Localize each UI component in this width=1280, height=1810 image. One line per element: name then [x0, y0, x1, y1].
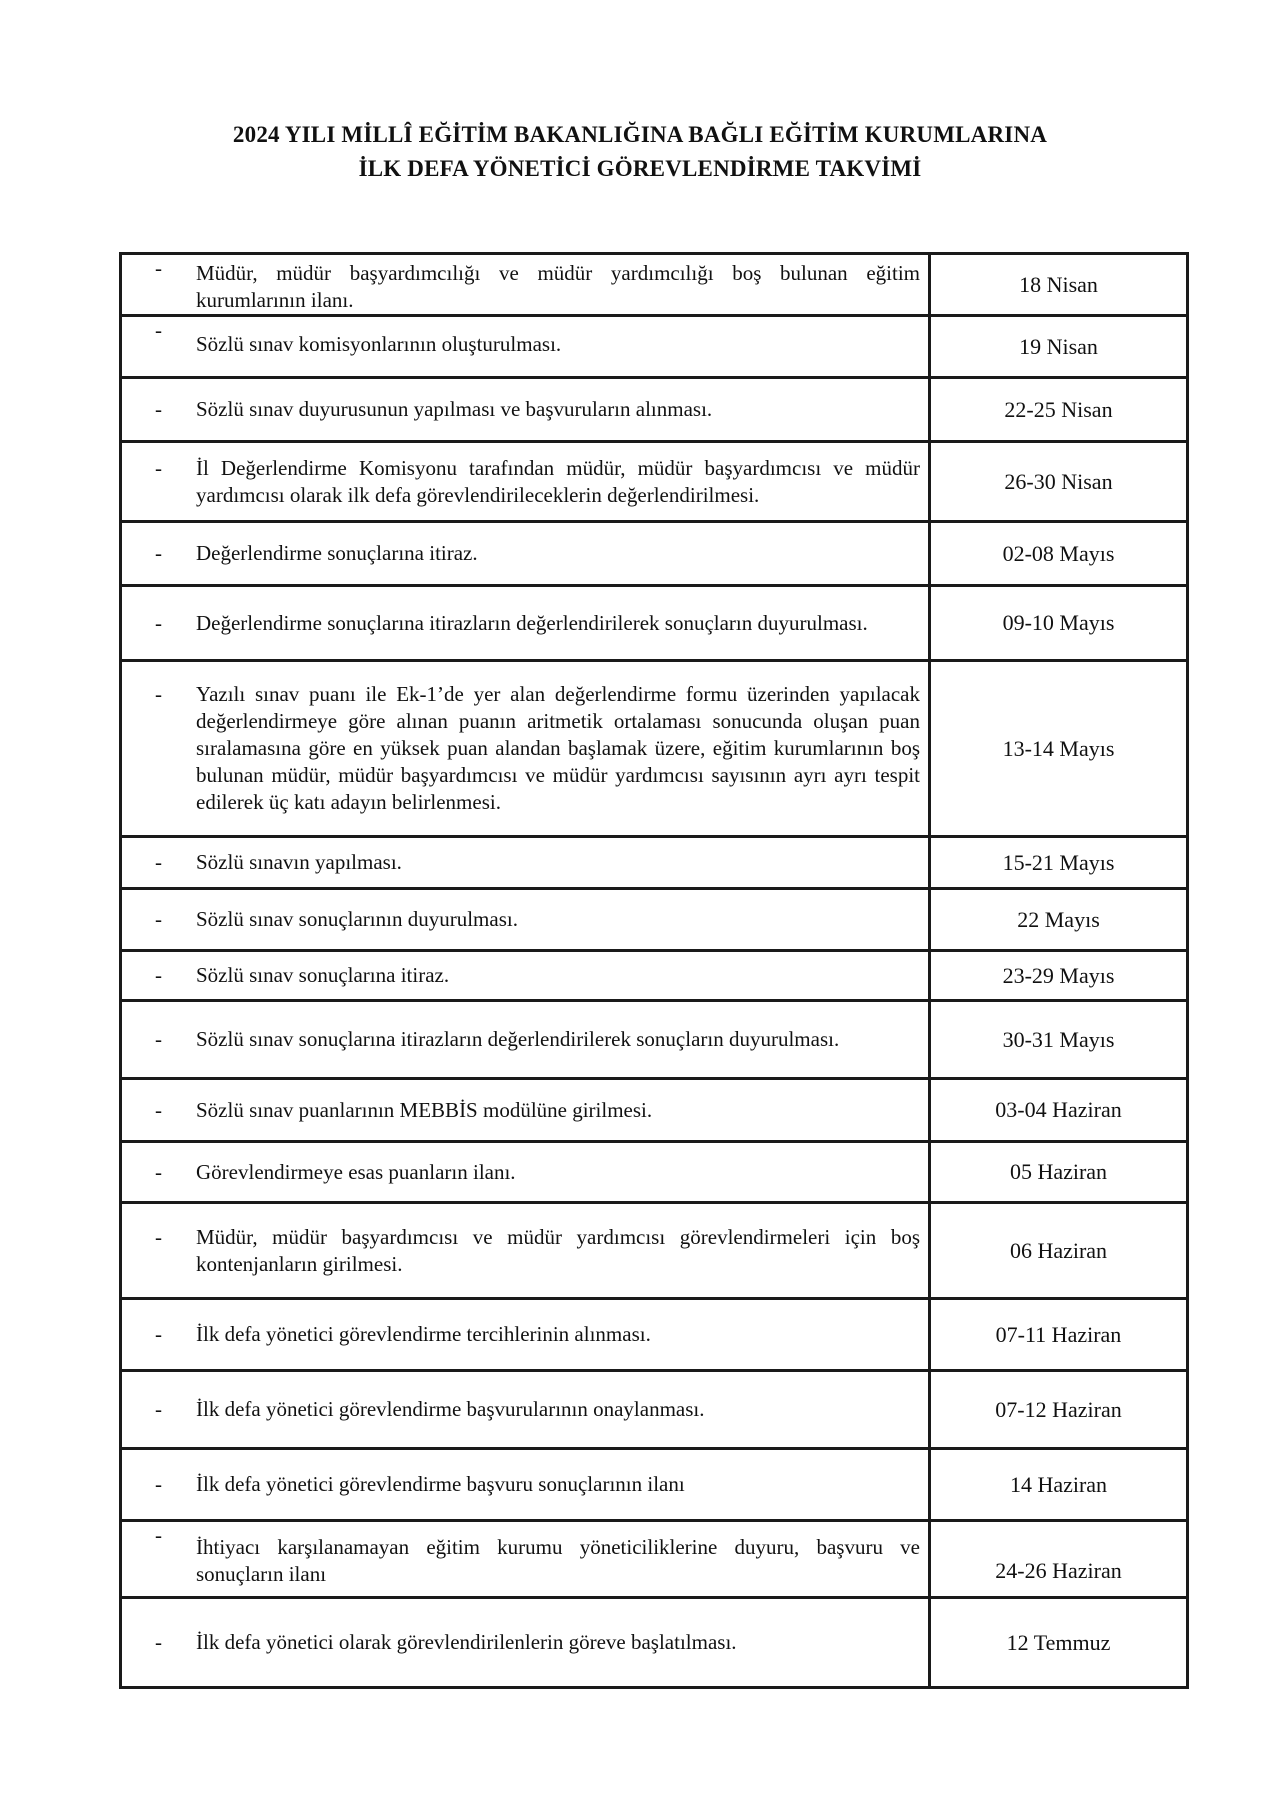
- row-date: 03-04 Haziran: [930, 1079, 1188, 1142]
- row-description-cell: [121, 1449, 930, 1521]
- row-date: 26-30 Nisan: [930, 442, 1188, 522]
- row-date: 06 Haziran: [930, 1203, 1188, 1299]
- row-date: 12 Temmuz: [930, 1598, 1188, 1688]
- row-description: Sözlü sınav sonuçlarının duyurulması.: [196, 907, 518, 931]
- table-row: [121, 442, 1188, 522]
- row-dash: -: [155, 610, 162, 635]
- row-dash: -: [155, 1397, 162, 1421]
- row-date: 18 Nisan: [930, 254, 1188, 316]
- table-row: [121, 378, 1188, 442]
- row-dash: -: [155, 1224, 162, 1249]
- row-description-cell: [121, 661, 930, 837]
- table-row: [121, 837, 1188, 889]
- row-date: 15-21 Mayıs: [930, 837, 1188, 889]
- table-row: [121, 1598, 1188, 1688]
- row-date: 23-29 Mayıs: [930, 951, 1188, 1001]
- row-dash: -: [155, 455, 162, 480]
- row-description: Sözlü sınav puanlarının MEBBİS modülüne girilmesi.: [196, 1097, 653, 1122]
- table-row: [121, 254, 1188, 316]
- row-dash: -: [155, 318, 162, 342]
- row-description-cell: [121, 1521, 930, 1598]
- table-row: [121, 661, 1188, 837]
- row-description-cell: [121, 316, 930, 378]
- row-description: İlk defa yönetici olarak görevlendirilenlerin göreve başlatılması.: [196, 1630, 737, 1654]
- row-description: Müdür, müdür başyardımcılığı ve müdür yardımcılığı boş bulunan eğitim kurumlarının ilanı.: [196, 261, 920, 312]
- table-row: [121, 1521, 1188, 1598]
- row-description-cell: [121, 1203, 930, 1299]
- row-dash: -: [155, 1097, 162, 1122]
- row-date: 30-31 Mayıs: [930, 1001, 1188, 1079]
- row-dash: -: [155, 1472, 162, 1496]
- row-description: Sözlü sınav sonuçlarına itiraz.: [196, 963, 450, 987]
- row-dash: -: [155, 1322, 162, 1346]
- row-description: Görevlendirmeye esas puanların ilanı.: [196, 1159, 516, 1184]
- table-row: [121, 1371, 1188, 1449]
- row-description-cell: [121, 1142, 930, 1203]
- row-dash: -: [155, 1159, 162, 1184]
- row-description-cell: [121, 1079, 930, 1142]
- row-description: İlk defa yönetici görevlendirme başvuru sonuçlarının ilanı: [196, 1472, 685, 1496]
- table-row: [121, 951, 1188, 1001]
- row-description-cell: [121, 951, 930, 1001]
- row-date: 07-12 Haziran: [930, 1371, 1188, 1449]
- table-row: [121, 889, 1188, 951]
- row-description-cell: [121, 586, 930, 661]
- row-dash: -: [155, 1630, 162, 1654]
- title-line-2: İLK DEFA YÖNETİCİ GÖREVLENDİRME TAKVİMİ: [358, 156, 922, 181]
- row-date: 24-26 Haziran: [930, 1521, 1188, 1598]
- row-description: İlk defa yönetici görevlendirme başvurularının onaylanması.: [196, 1397, 705, 1421]
- document-title: [0, 118, 1280, 186]
- row-date: 14 Haziran: [930, 1449, 1188, 1521]
- row-description-cell: [121, 254, 930, 316]
- row-date: 22 Mayıs: [930, 889, 1188, 951]
- row-description-cell: [121, 837, 930, 889]
- title-line-1: 2024 YILI MİLLÎ EĞİTİM BAKANLIĞINA BAĞLI EĞİTİM KURUMLARINA: [232, 122, 1048, 147]
- row-dash: -: [155, 907, 162, 931]
- row-description-cell: [121, 442, 930, 522]
- row-date: 02-08 Mayıs: [930, 522, 1188, 586]
- table-row: [121, 586, 1188, 661]
- row-description: Yazılı sınav puanı ile Ek-1’de yer alan değerlendirme formu üzerinden yapılacak değerlendirmeye göre alınan puanın aritmetik ortalaması sonucunda oluşan puan sıralamasına göre en yüksek puan alandan başlamak üzere, eğitim kurumlarının boş bulunan müdür, müdür başyardımcısı ve müdür yardımcısı sayısının ayrı ayrı tespit edilerek üç katı adayın belirlenmesi.: [196, 682, 920, 814]
- row-date: 13-14 Mayıs: [930, 661, 1188, 837]
- row-description-cell: [121, 1371, 930, 1449]
- row-dash: -: [155, 963, 162, 987]
- table-row: [121, 522, 1188, 586]
- table-row: [121, 1079, 1188, 1142]
- table-row: [121, 1449, 1188, 1521]
- row-dash: -: [155, 682, 162, 706]
- row-description-cell: [121, 1598, 930, 1688]
- row-description: Değerlendirme sonuçlarına itirazların değerlendirilerek sonuçların duyurulması.: [196, 610, 868, 635]
- row-description-cell: [121, 378, 930, 442]
- row-date: 22-25 Nisan: [930, 378, 1188, 442]
- row-description: Sözlü sınav komisyonlarının oluşturulması.: [196, 332, 562, 356]
- row-dash: -: [155, 256, 162, 280]
- row-description: Değerlendirme sonuçlarına itiraz.: [196, 541, 478, 565]
- row-date: 05 Haziran: [930, 1142, 1188, 1203]
- row-date: 19 Nisan: [930, 316, 1188, 378]
- row-date: 09-10 Mayıs: [930, 586, 1188, 661]
- row-description: Sözlü sınav sonuçlarına itirazların değerlendirilerek sonuçların duyurulması.: [196, 1027, 840, 1051]
- row-description-cell: [121, 1299, 930, 1371]
- row-dash: -: [155, 541, 162, 565]
- row-description: İl Değerlendirme Komisyonu tarafından müdür, müdür başyardımcısı ve müdür yardımcısı olarak ilk defa görevlendirileceklerin değerlendirilmesi.: [196, 455, 920, 507]
- row-description-cell: [121, 1001, 930, 1079]
- row-description-cell: [121, 889, 930, 951]
- row-dash: -: [155, 1027, 162, 1051]
- row-dash: -: [155, 1523, 162, 1547]
- row-dash: -: [155, 397, 162, 421]
- table-row: [121, 1299, 1188, 1371]
- row-description: Müdür, müdür başyardımcısı ve müdür yardımcısı görevlendirmeleri için boş kontenjanların girilmesi.: [196, 1224, 920, 1276]
- row-description-cell: [121, 522, 930, 586]
- row-date: 07-11 Haziran: [930, 1299, 1188, 1371]
- row-description: İhtiyacı karşılanamayan eğitim kurumu yöneticiliklerine duyuru, başvuru ve sonuçların ilanı: [196, 1535, 920, 1586]
- table-row: [121, 1142, 1188, 1203]
- table-row: [121, 1001, 1188, 1079]
- row-description: İlk defa yönetici görevlendirme tercihlerinin alınması.: [196, 1322, 651, 1346]
- table-row: [121, 316, 1188, 378]
- row-description: Sözlü sınav duyurusunun yapılması ve başvuruların alınması.: [196, 397, 713, 421]
- table-row: [121, 1203, 1188, 1299]
- row-dash: -: [155, 850, 162, 874]
- row-description: Sözlü sınavın yapılması.: [196, 850, 402, 874]
- schedule-table: [119, 252, 1189, 1689]
